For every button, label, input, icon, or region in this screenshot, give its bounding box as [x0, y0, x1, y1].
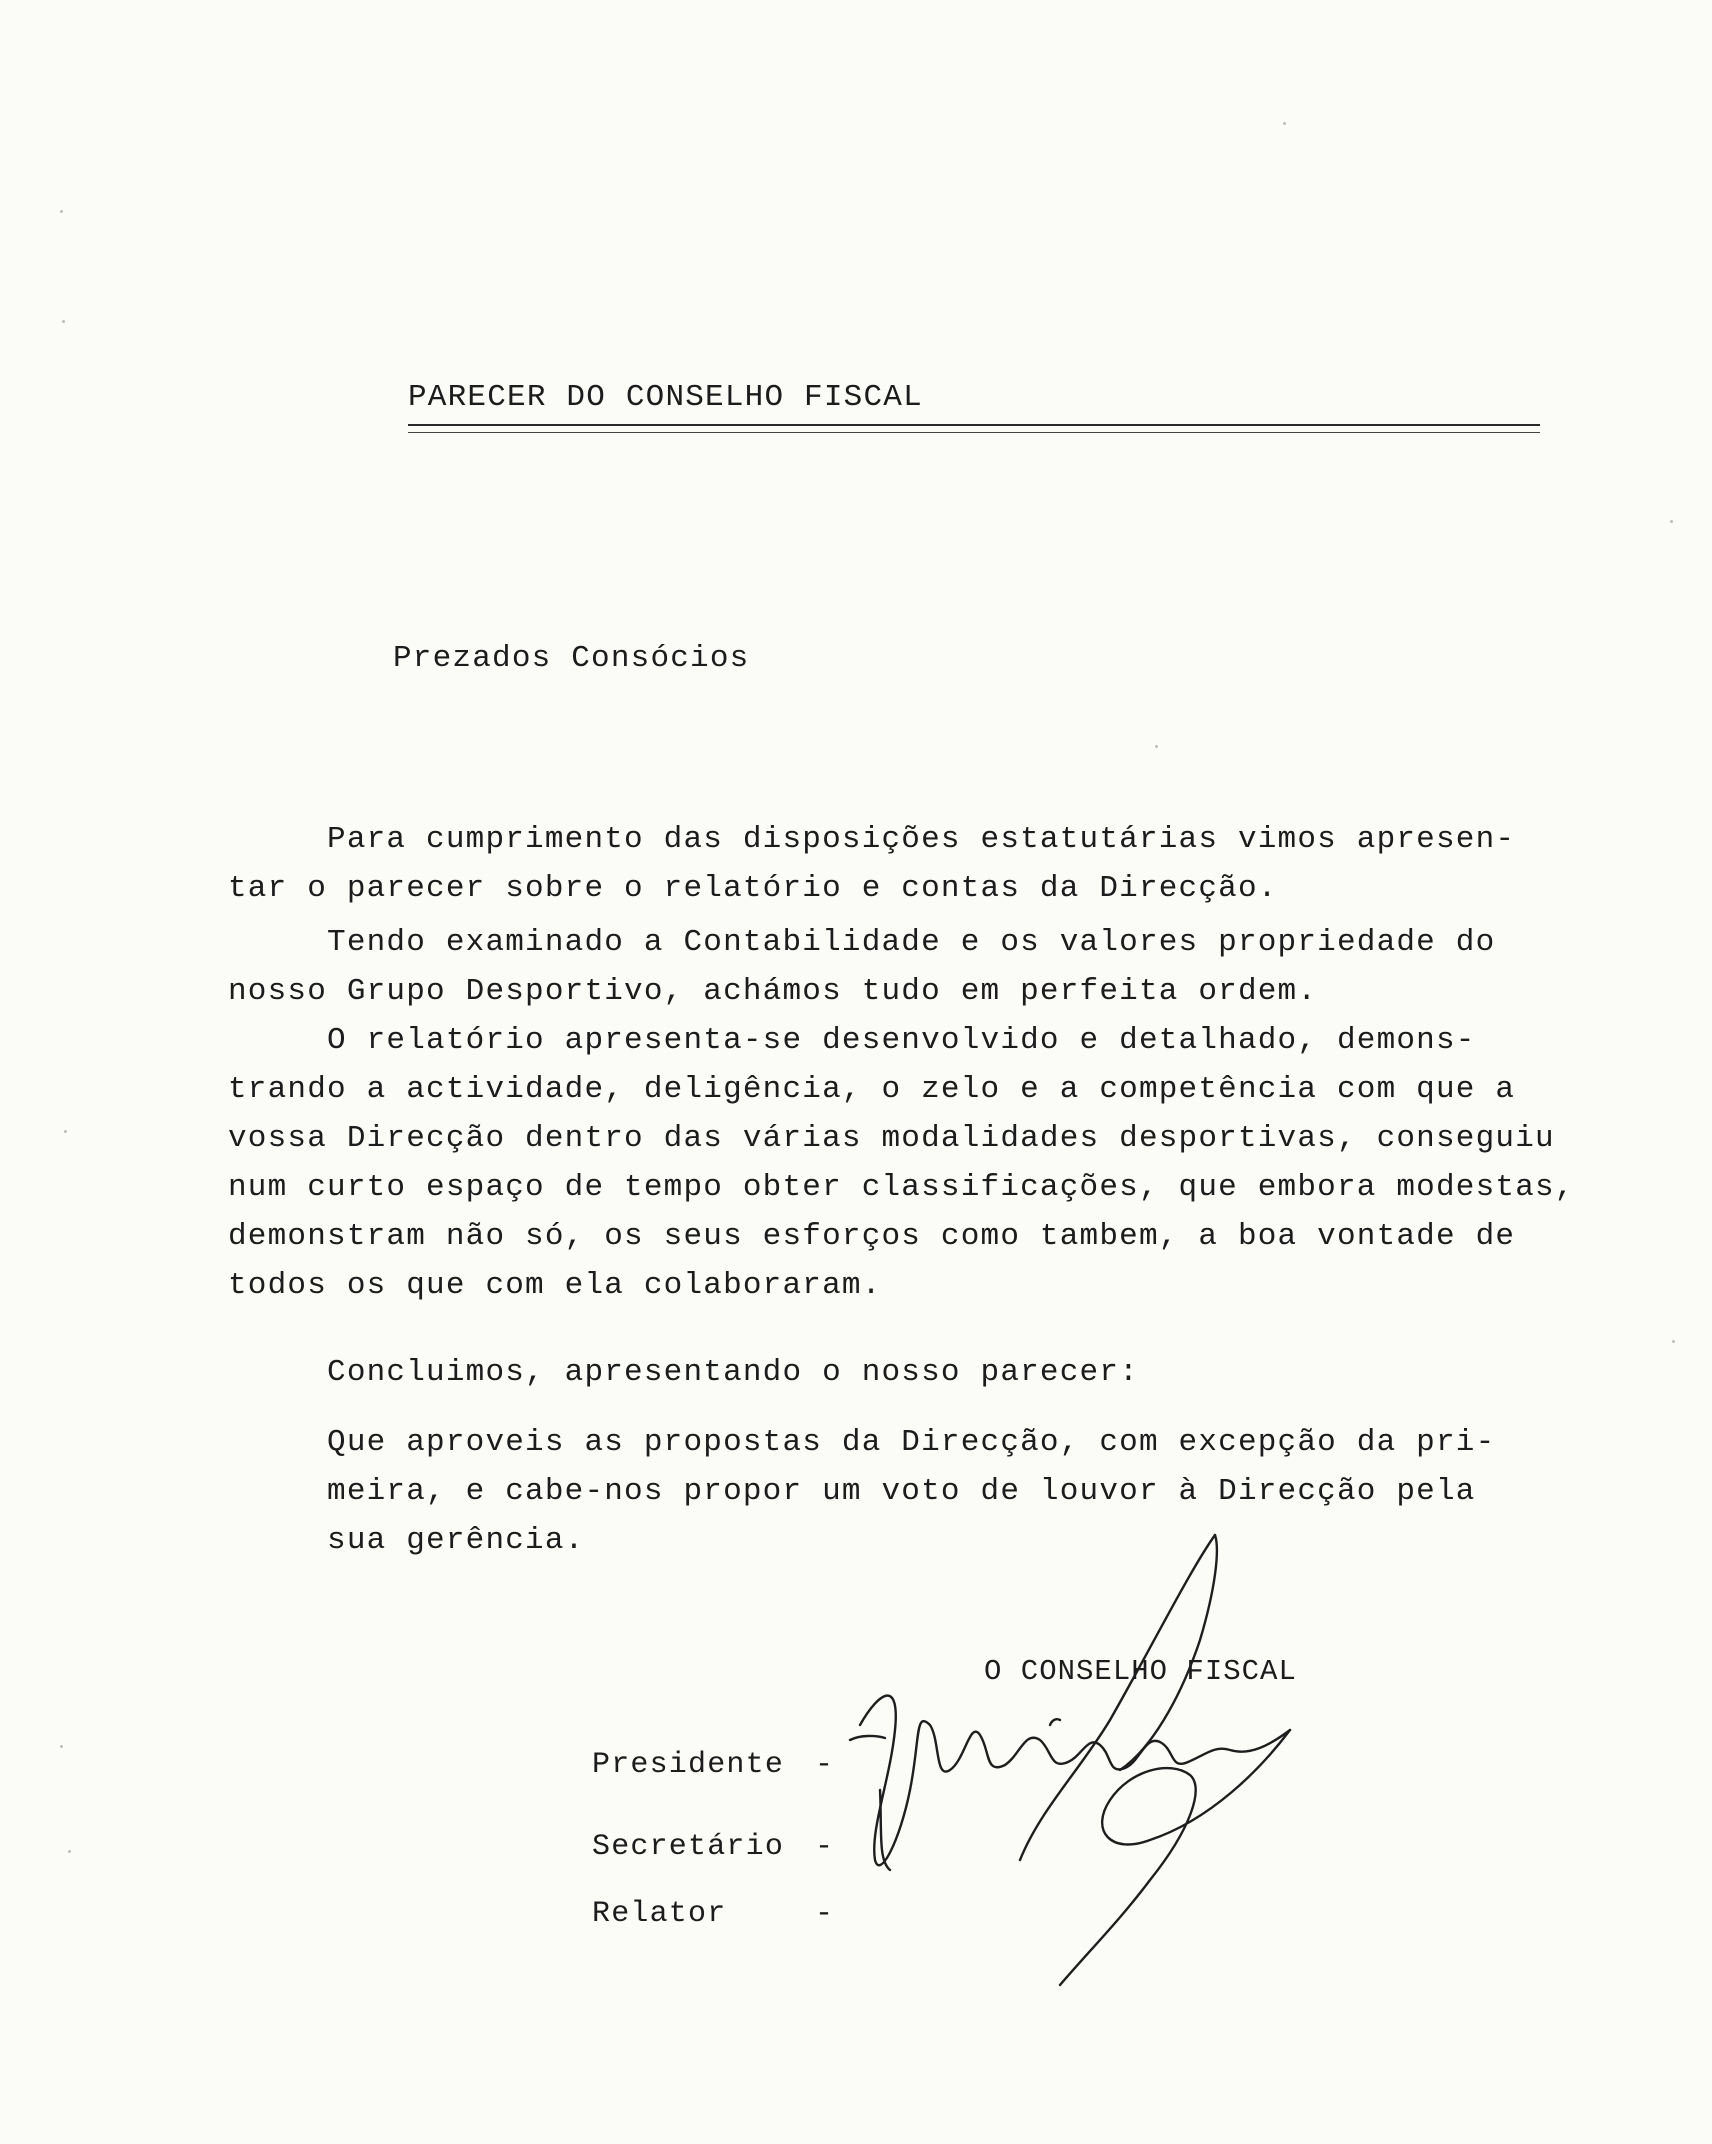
signature-stroke: [1120, 1535, 1217, 1770]
paper-speck: [1672, 1340, 1675, 1343]
title-underline: [408, 424, 1540, 426]
paragraph-line: sua gerência.: [228, 1523, 585, 1558]
paragraph-line: tar o parecer sobre o relatório e contas da Direcção.: [228, 871, 1278, 906]
paragraph-2: [228, 918, 1628, 1016]
paragraph-3: [228, 1016, 1628, 1310]
paper-speck: [1283, 122, 1286, 125]
signature-stroke: [850, 1736, 885, 1740]
title-underline-double: [408, 432, 1540, 433]
paragraph-line: Para cumprimento das disposições estatutárias vimos apresen-: [228, 822, 1516, 857]
signature-stroke: [860, 1696, 1290, 1866]
paper-speck: [1670, 520, 1673, 523]
signature-stroke: [1050, 1719, 1060, 1725]
signature-stroke: [1060, 1730, 1290, 1985]
document-title: PARECER DO CONSELHO FISCAL: [408, 380, 923, 415]
signature-stroke: [1020, 1535, 1215, 1860]
role-rapporteur: Relator: [592, 1897, 727, 1931]
paper-speck: [64, 1130, 67, 1133]
handwritten-signature: [820, 1530, 1360, 1990]
role-president: Presidente: [592, 1748, 785, 1782]
salutation: Prezados Consócios: [393, 641, 750, 676]
paragraph-line: num curto espaço de tempo obter classificações, que embora modestas,: [228, 1170, 1575, 1205]
paper-speck: [68, 1850, 71, 1853]
paper-speck: [62, 320, 65, 323]
paragraph-1: [228, 815, 1628, 913]
paper-speck: [60, 210, 63, 213]
signature-dash: -: [815, 1830, 834, 1864]
signoff: O CONSELHO FISCAL: [984, 1655, 1297, 1688]
paragraph-line: demonstram não só, os seus esforços como tambem, a boa vontade de: [228, 1219, 1516, 1254]
paragraph-line: nosso Grupo Desportivo, achámos tudo em perfeita ordem.: [228, 974, 1318, 1009]
paragraph-line: Que aproveis as propostas da Direcção, com excepção da pri-: [228, 1425, 1496, 1460]
paragraph-line: todos os que com ela colaboraram.: [228, 1268, 882, 1303]
role-secretary: Secretário: [592, 1830, 785, 1864]
signature-dash: -: [815, 1748, 834, 1782]
signature-stroke: [880, 1790, 890, 1870]
paragraph-line: O relatório apresenta-se desenvolvido e detalhado, demons-: [228, 1023, 1476, 1058]
paragraph-line: Tendo examinado a Contabilidade e os valores propriedade do: [228, 925, 1496, 960]
paragraph-line: Concluimos, apresentando o nosso parecer:: [228, 1355, 1139, 1390]
paragraph-line: trando a actividade, deligência, o zelo e a competência com que a: [228, 1072, 1516, 1107]
paper-speck: [60, 1745, 63, 1748]
paper-speck: [1155, 745, 1158, 748]
paragraph-4: [228, 1348, 1628, 1397]
paragraph-line: vossa Direcção dentro das várias modalidades desportivas, conseguiu: [228, 1121, 1555, 1156]
paragraph-line: meira, e cabe-nos propor um voto de louvor à Direcção pela: [228, 1474, 1476, 1509]
signature-dash: -: [815, 1897, 834, 1931]
